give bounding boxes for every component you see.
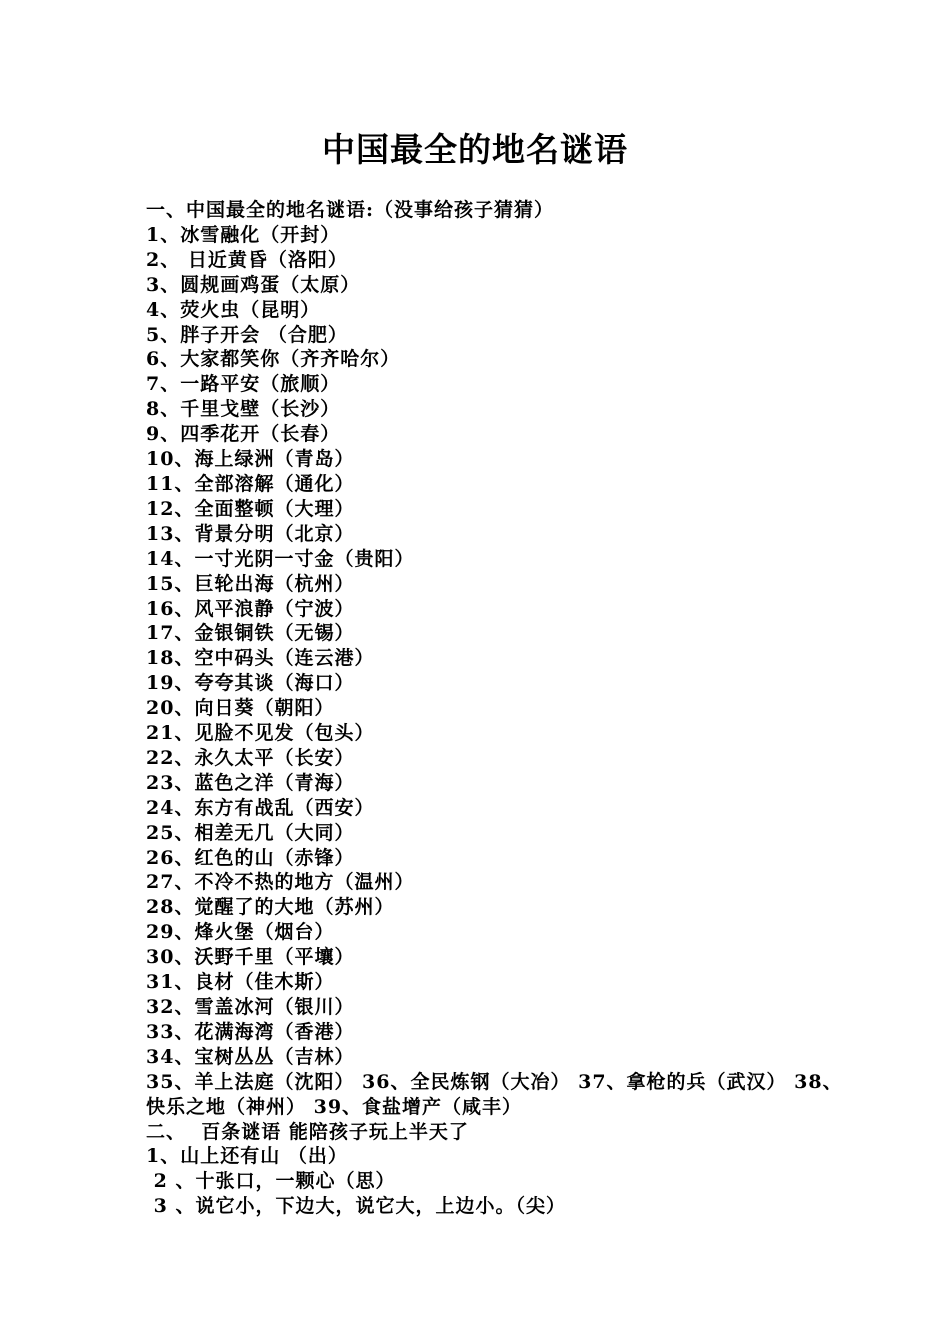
riddle-item: 1、山上还有山 （出） bbox=[146, 1145, 348, 1168]
riddle-item: 3 、说它小，下边大，说它大，上边小。（尖） bbox=[146, 1195, 566, 1218]
list-item: 18、空中码头（连云港） bbox=[146, 647, 375, 670]
list-item: 34、宝树丛丛（吉林） bbox=[146, 1045, 355, 1068]
list-item: 11、全部溶解（通化） bbox=[146, 472, 355, 495]
document-body bbox=[146, 198, 843, 1219]
list-item: 6、大家都笑你（齐齐哈尔） bbox=[146, 348, 401, 371]
list-item: 7、一路平安（旅顺） bbox=[146, 373, 341, 396]
list-item: 20、向日葵（朝阳） bbox=[146, 697, 335, 720]
list-item: 16、风平浪静（宁波） bbox=[146, 597, 355, 620]
section-heading-1: 一、中国最全的地名谜语:（没事给孩子猜猜） bbox=[146, 199, 555, 221]
list-item: 23、蓝色之洋（青海） bbox=[146, 771, 355, 794]
document-title: 中国最全的地名谜语 bbox=[322, 130, 628, 169]
list-item: 22、永久太平（长安） bbox=[146, 746, 355, 769]
list-item: 19、夸夸其谈（海口） bbox=[146, 672, 355, 695]
riddle-item: 2 、十张口，一颗心（思） bbox=[146, 1170, 396, 1193]
list-item: 10、海上绿洲（青岛） bbox=[146, 448, 355, 471]
list-item: 8、千里戈壁（长沙） bbox=[146, 398, 341, 421]
section-heading-2: 二、 百条谜语 能陪孩子玩上半天了 bbox=[146, 1120, 469, 1143]
list-item: 13、背景分明（北京） bbox=[146, 522, 355, 545]
list-item: 28、觉醒了的大地（苏州） bbox=[146, 896, 395, 919]
list-item: 24、东方有战乱（西安） bbox=[146, 796, 375, 819]
list-item: 9、四季花开（长春） bbox=[146, 423, 341, 446]
list-item: 27、不冷不热的地方（温州） bbox=[146, 871, 415, 894]
list-item: 1、冰雪融化（开封） bbox=[146, 223, 341, 246]
list-item: 31、良材（佳木斯） bbox=[146, 971, 335, 994]
list-item: 4、荧火虫（昆明） bbox=[146, 298, 321, 321]
list-item: 17、金银铜铁（无锡） bbox=[146, 622, 355, 645]
list-item: 33、花满海湾（香港） bbox=[146, 1020, 355, 1043]
list-item: 21、见脸不见发（包头） bbox=[146, 722, 375, 745]
list-item: 2、 日近黄昏（洛阳） bbox=[146, 248, 348, 271]
list-item: 15、巨轮出海（杭州） bbox=[146, 572, 355, 595]
list-item: 5、胖子开会 （合肥） bbox=[146, 323, 348, 346]
list-item: 30、沃野千里（平壤） bbox=[146, 946, 355, 969]
list-item: 3、圆规画鸡蛋（太原） bbox=[146, 273, 361, 296]
list-item-combined-1: 35、羊上法庭（沈阳） 36、全民炼钢（大冶） 37、拿枪的兵（武汉） 38、 bbox=[146, 1070, 843, 1093]
list-item: 29、烽火堡（烟台） bbox=[146, 921, 335, 944]
list-item: 12、全面整顿（大理） bbox=[146, 497, 355, 520]
list-item: 14、一寸光阴一寸金（贵阳） bbox=[146, 547, 415, 570]
list-item-combined-2: 快乐之地（神州） 39、食盐增产（咸丰） bbox=[146, 1095, 523, 1118]
list-item: 32、雪盖冰河（银川） bbox=[146, 996, 355, 1018]
list-item: 26、红色的山（赤锋） bbox=[146, 846, 355, 869]
list-item: 25、相差无几（大同） bbox=[146, 821, 355, 844]
